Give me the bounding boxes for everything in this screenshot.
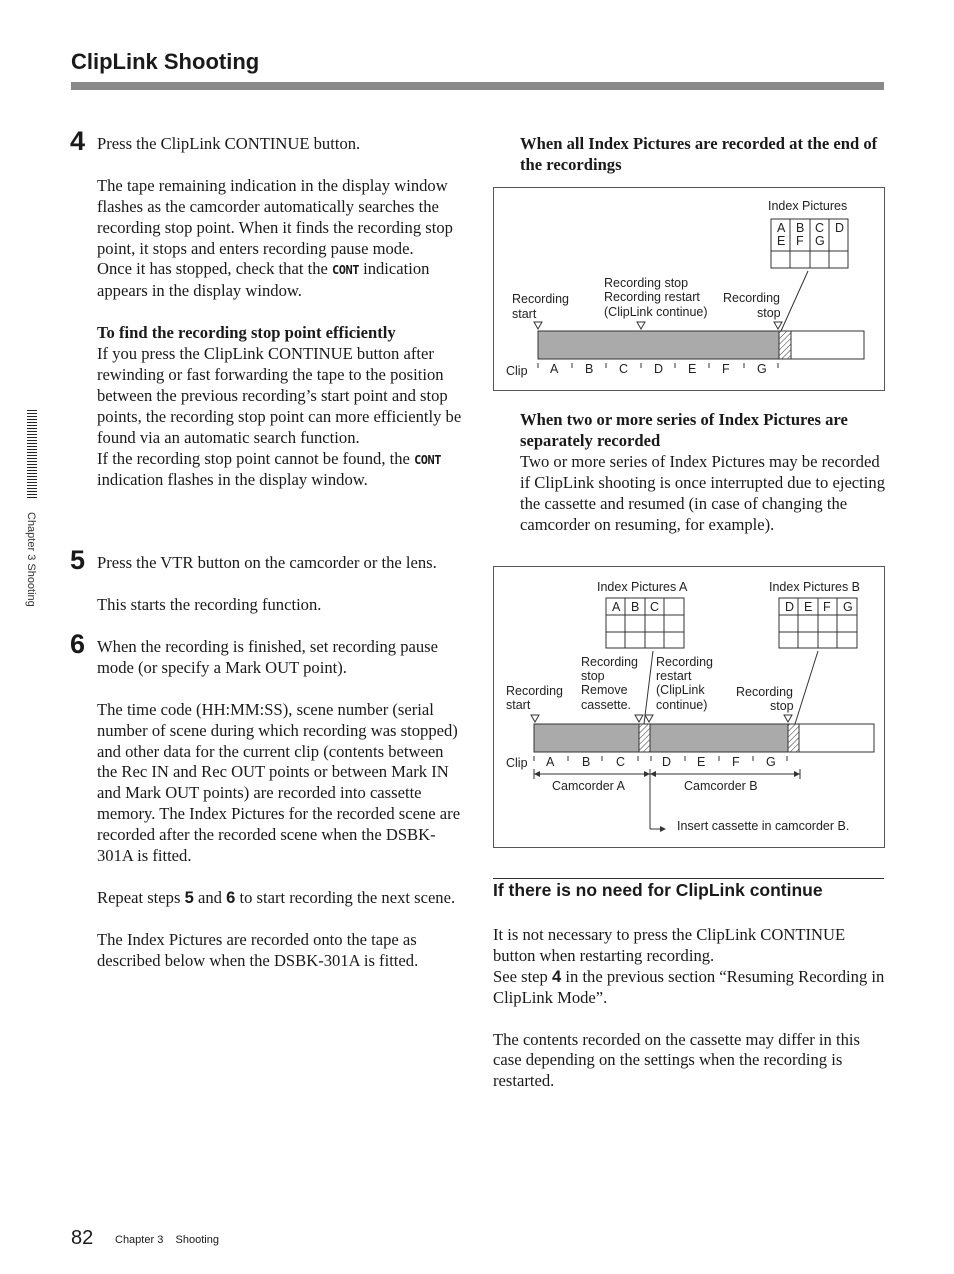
recording-stop-label: Recording [723,291,780,305]
grid-cell: F [823,600,831,614]
diagram-1-heading: When all Index Pictures are recorded at the end of the recordings [520,134,878,174]
restart-marker [637,322,645,329]
clip-marker: F [722,362,730,376]
step-6-instruction: When the recording is finished, set recording pause mode (or specify a Mark OUT point). [97,637,438,677]
svg-text:start: start [506,698,531,712]
footer-chapter: Chapter 3 Shooting [115,1234,219,1246]
grid-cell: A [612,600,621,614]
grid-cell: B [796,221,805,235]
stop-marker [774,322,782,329]
section-para-1: It is not necessary to press the ClipLink CONTINUE button when restarting recording. [493,925,846,965]
diagram-2-description: Two or more series of Index Pictures may be recorded if ClipLink shooting is once interrupted due to ejecting the cassette and resumed (in case of changing the camcorder on resuming, for example). [520,451,885,534]
grid-cell: G [815,234,825,248]
grid-cell: G [843,600,853,614]
clip-marker: E [688,362,697,376]
diagram-2-intro [520,410,886,535]
start-marker [531,715,539,722]
step-6-block [97,637,465,971]
restart-marker [645,715,653,722]
step-6-description: The time code (HH:MM:SS), scene number (serial number of scene during which recording was stopped) and other data for the current clip (contents between the Rec IN and Rec OUT points or between Mark IN and Mark OUT points) are recorded into cassette memory. The Index Pictures for the recorded scene are recorded after the recorded scene when the DSBK-301A is fitted. [97,699,461,866]
index-a-pointer-line [644,651,653,724]
grid-cell: F [796,234,804,248]
efficient-search-text: If you press the ClipLink CONTINUE button after rewinding or fast forwarding the tape to the position between the previous recording’s start point and stop points, the recording stop point can more efficiently be found via an automatic search function. [97,344,462,447]
svg-text:restart: restart [656,669,692,683]
svg-text:(ClipLink continue): (ClipLink continue) [604,305,708,319]
index-pictures-a-label: Index Pictures A [597,580,688,594]
clip-marker: A [550,362,559,376]
index-pictures-label: Index Pictures [768,199,848,213]
grid-cell: E [804,600,813,614]
svg-text:start: start [512,307,537,321]
diagram-2-heading: When two or more series of Index Pictures are separately recorded [520,410,848,450]
step-4-instruction: Press the ClipLink CONTINUE button. [97,134,361,153]
recording-restart-label: Recording stop [604,276,689,290]
step-5-block [97,553,465,616]
clip-dividers [534,756,787,761]
recording-start-label: Recording [512,292,569,306]
camcorder-a-label: Camcorder A [552,779,625,793]
svg-text:(ClipLink: (ClipLink [656,683,705,697]
step-4-block [97,134,465,491]
clip-marker: G [757,362,767,376]
clip-marker: A [546,755,555,769]
section-rule [493,878,884,879]
clip-marker: F [732,755,740,769]
index-pointer-line [781,271,808,331]
cont-indicator: CONT [332,263,359,278]
index-pictures-b-label: Index Pictures B [769,580,861,594]
start-marker [534,322,542,329]
svg-text:Remove: Remove [581,683,628,697]
recorded-segment [538,331,779,359]
clip-marker: B [585,362,594,376]
grid-cell: C [815,221,825,235]
svg-text:continue): continue) [656,698,708,712]
svg-text:stop: stop [770,699,794,713]
step-4-check-note: Once it has stopped, check that the CONT indication appears in the display window. [97,259,430,301]
recording-restart-label: Recording [656,655,713,669]
section-heading: If there is no need for ClipLink continue [493,880,823,900]
step-5-instruction: Press the VTR button on the camcorder or the lens. [97,553,437,572]
svg-text:cassette.: cassette. [581,698,632,712]
clip-marker: C [616,755,626,769]
section-see-step: See step 4 in the previous section “Resuming Recording in ClipLink Mode”. [493,966,885,1007]
page-title: ClipLink Shooting [71,49,260,74]
clip-marker: E [697,755,706,769]
step-6-number: 6 [70,629,86,659]
index-pictures-note: The Index Pictures are recorded onto the tape as described below when the DSBK-301A is fitted. [97,929,419,970]
section-body [493,925,888,1092]
cont-indicator: CONT [414,452,441,467]
index-picture-segment [779,331,791,359]
step-5-number: 5 [70,545,86,575]
recording-stop-label: Recording [736,685,793,699]
section-para-2: The contents recorded on the cassette may differ in this case depending on the settings when the recording is restarted. [493,1029,860,1091]
chapter-side-label: Chapter 3 Shooting [25,512,37,607]
page-number: 82 [71,1227,94,1249]
grid-cell: D [835,221,845,235]
recording-start-label: Recording [506,684,563,698]
stop-marker [784,715,792,722]
camcorder-b-label: Camcorder B [684,779,758,793]
recorded-segment-b [650,724,788,752]
index-b-pointer-line [795,651,818,724]
clip-marker: D [654,362,664,376]
index-picture-segment-a [639,724,650,752]
svg-text:Recording restart: Recording restart [604,290,700,304]
index-picture-segment-b [788,724,799,752]
svg-text:stop: stop [581,669,605,683]
clip-marker: C [619,362,629,376]
chapter-tab-marker [27,410,37,500]
clip-marker: G [766,755,776,769]
clip-marker: B [582,755,591,769]
diagram-all-index-at-end [493,187,885,391]
svg-text:stop: stop [757,306,781,320]
clip-label: Clip [506,364,528,378]
grid-cell: C [650,600,660,614]
grid-cell: B [631,600,640,614]
diagram-separate-index-series [493,566,885,848]
efficient-search-heading: To find the recording stop point efficiently [97,323,396,343]
clip-marker: D [662,755,672,769]
recorded-segment-a [534,724,639,752]
recording-stop-remove-label: Recording [581,655,638,669]
stop-marker [635,715,643,722]
repeat-steps-note: Repeat steps 5 and 6 to start recording the next scene. [97,887,456,907]
title-rule [71,82,884,90]
clip-label: Clip [506,756,528,770]
not-found-note: If the recording stop point cannot be found, the CONT indication flashes in the display window. [97,448,441,490]
step-5-description: This starts the recording function. [97,594,322,614]
grid-cell: D [785,600,795,614]
grid-cell: A [777,221,786,235]
step-4-description: The tape remaining indication in the display window flashes as the camcorder automatically searches the recording stop point. When it finds the recording stop point, it stops and enters recording pause mode. [97,175,453,258]
grid-cell: E [777,234,786,248]
insert-cassette-note: Insert cassette in camcorder B. [677,819,850,833]
step-4-number: 4 [70,126,86,156]
